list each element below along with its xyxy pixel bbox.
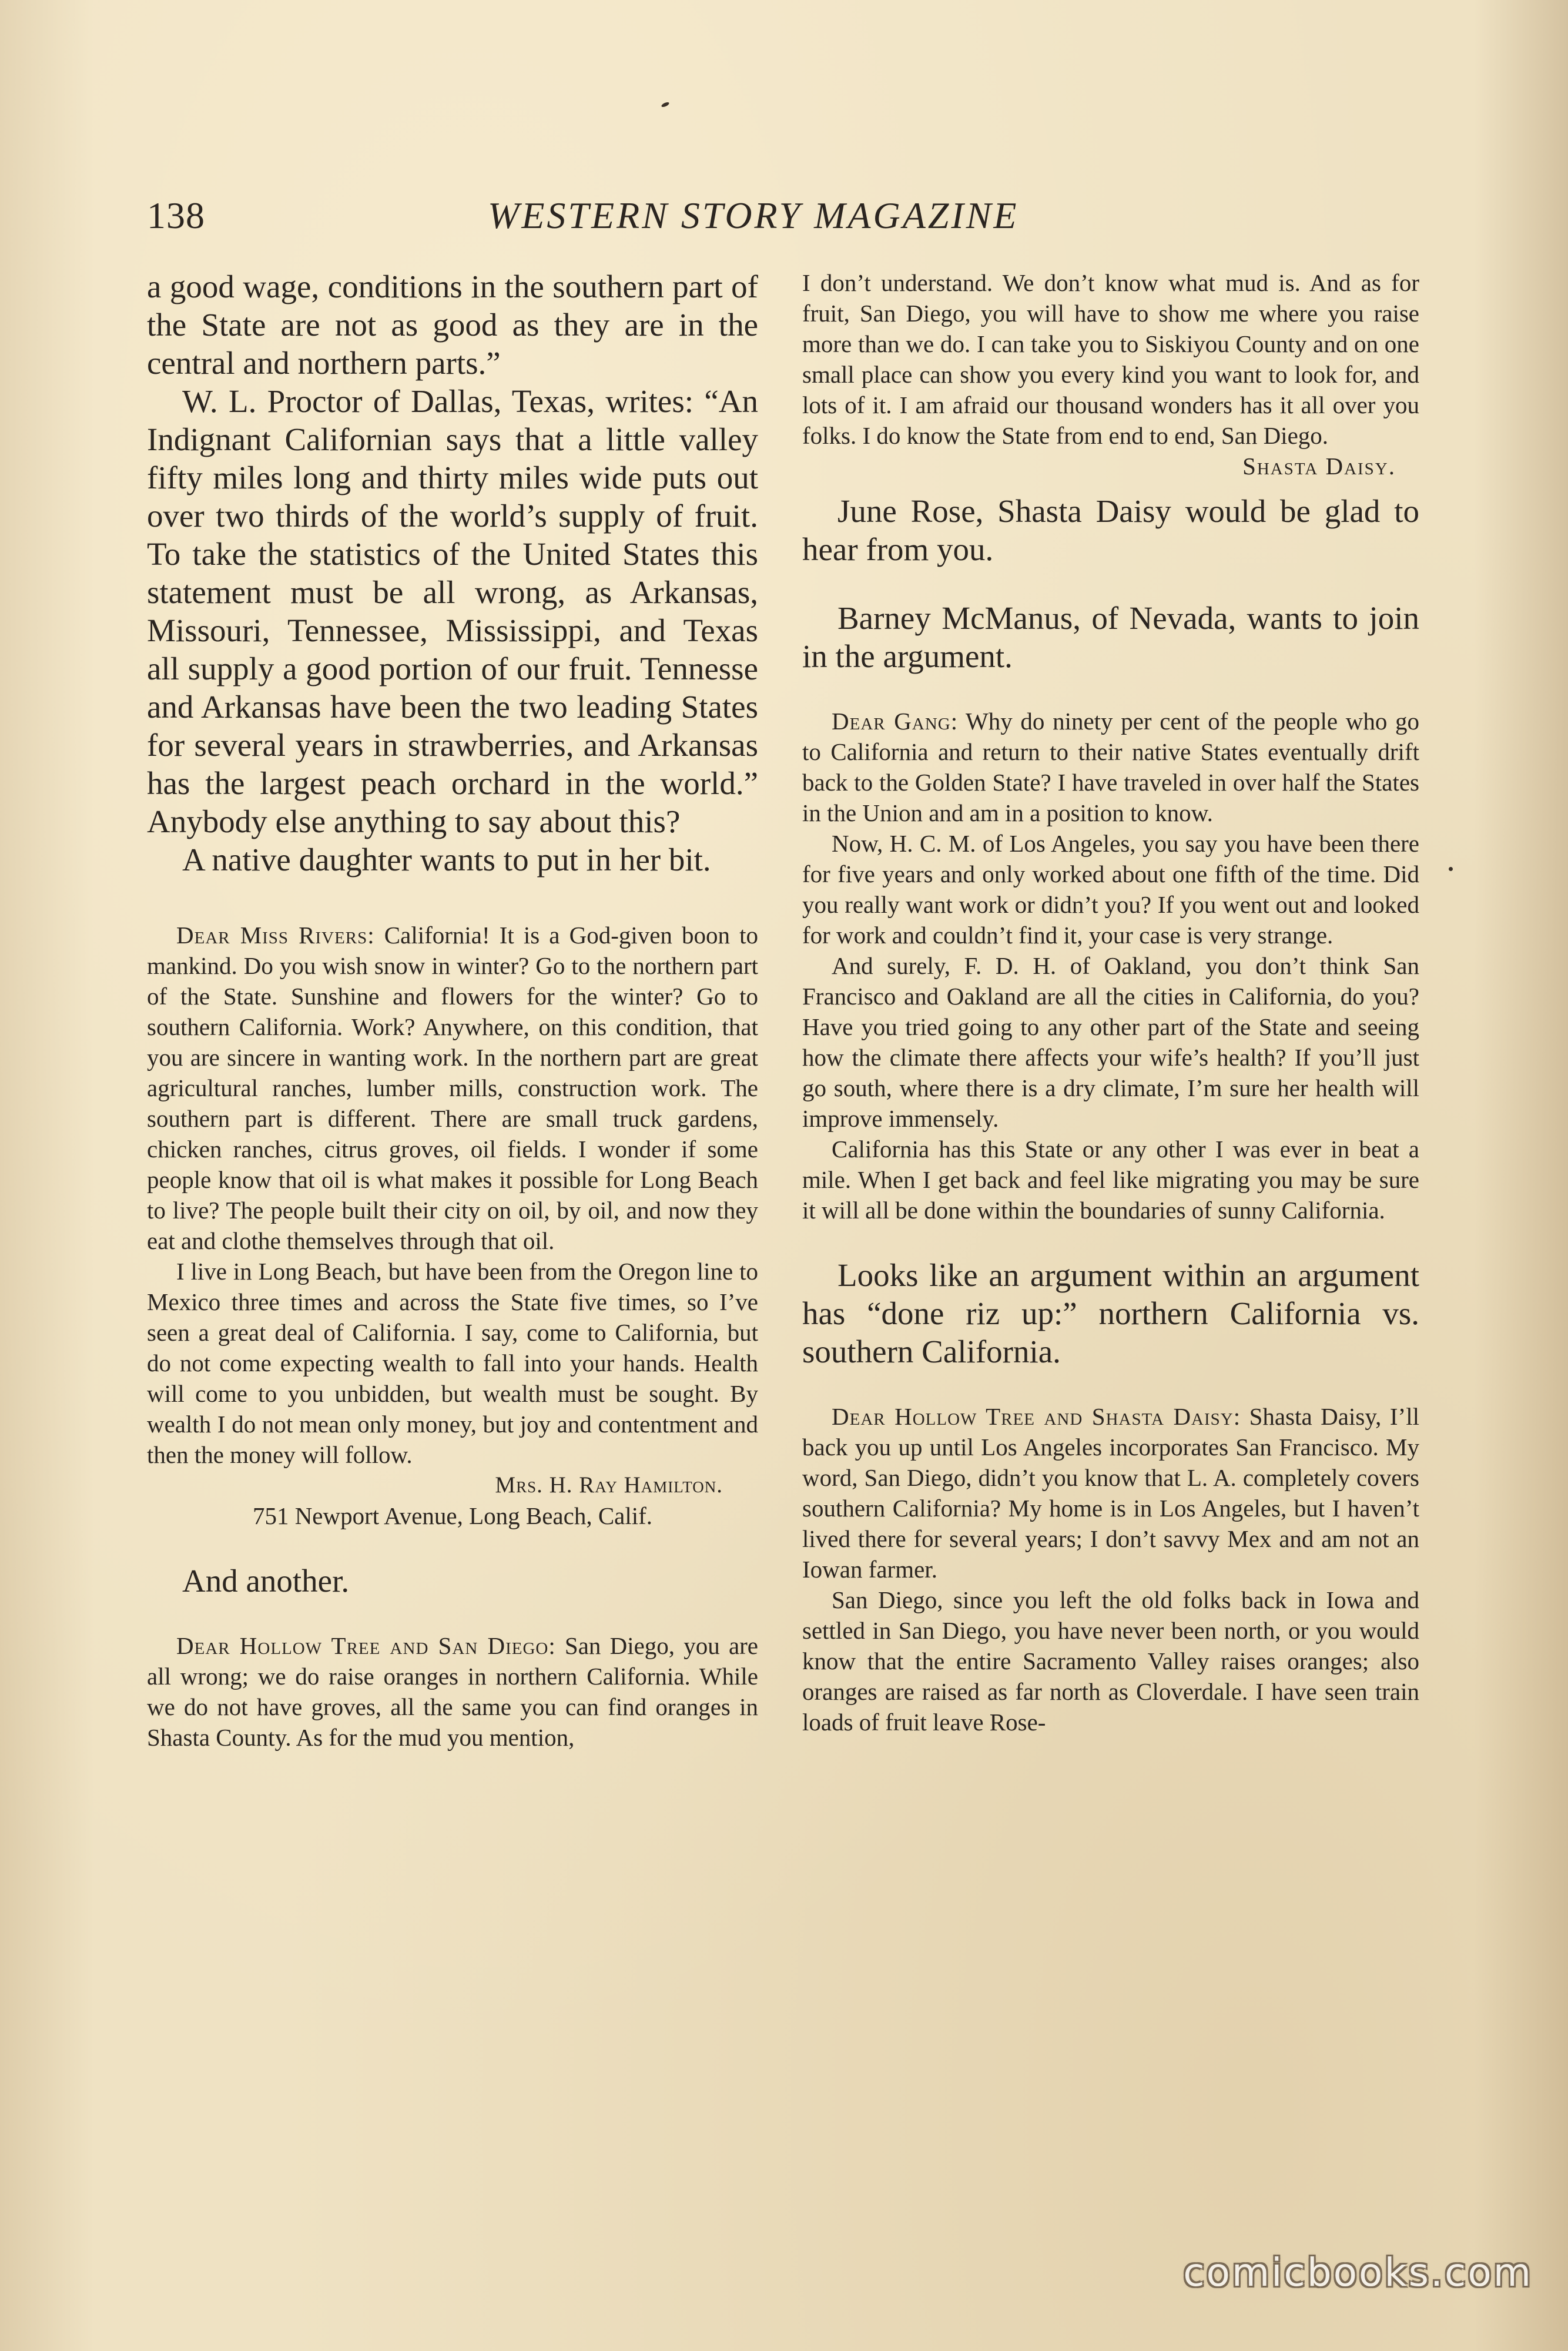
letter-address: 751 Newport Avenue, Long Beach, Calif. xyxy=(252,1502,653,1529)
paragraph: Looks like an argument within an argument has “done riz up:” northern California vs. southern California. xyxy=(802,1257,1419,1369)
watermark-logo: comicbooks.com xyxy=(1183,2250,1533,2295)
letter-paragraph: California has this State or any other I was ever in beat a mile. When I get back and feel like migrating you may be sure it will all be done within the boundaries of sunny California. xyxy=(802,1136,1419,1224)
ink-speck xyxy=(1449,867,1453,871)
page-header xyxy=(147,194,1076,247)
letter-salutation: Dear Hollow Tree and Shasta Daisy: xyxy=(832,1403,1241,1430)
letter-paragraph xyxy=(147,920,758,1256)
letter-paragraph: San Diego, since you left the old folks back in Iowa and settled in San Diego, you have never been north, or you would know that the entire Sacramento Valley raises oranges; also oranges are raised as far north as Cloverdale. I have seen train loads of fruit leave Rose- xyxy=(802,1586,1419,1736)
paragraph: And another. xyxy=(182,1563,350,1599)
paragraph: A native daughter wants to put in her bit. xyxy=(182,842,711,878)
left-column xyxy=(147,267,758,1753)
paragraph: a good wage, conditions in the southern part of the State are not as good as they are in the central and northern parts.” xyxy=(147,269,758,381)
letter-body: San Diego, you are all wrong; we do raise oranges in northern California. While we do not have groves, all the same you can find oranges in Shasta County. As for the mud you mention, xyxy=(147,1632,758,1751)
letter-paragraph: I live in Long Beach, but have been from the Oregon line to Mexico three times and across the State five times, so I’ve seen a great deal of California. I say, come to California, but do not come expecting wealth to fall into your hands. Health will come to you unbidden, but wealth must be sought. By wealth I do not mean only money, but joy and contentment and then the money will follow. xyxy=(147,1258,758,1468)
letter-paragraph xyxy=(802,1401,1419,1585)
letter-paragraph xyxy=(802,267,1419,480)
paragraph: June Rose, Shasta Daisy would be glad to hear from you. xyxy=(802,493,1419,567)
letter-signature: Mrs. H. Ray Hamilton. xyxy=(495,1472,723,1498)
letter-paragraph xyxy=(147,1630,758,1753)
letter-salutation: Dear Miss Rivers: xyxy=(176,922,375,949)
letter-body: California! It is a God-given boon to mankind. Do you wish snow in winter? Go to the northern part of the State. Sunshine and flowers for the winter? Go to southern California. Work? Anywhere, on this condition, that you are sincere in wanting work. In the northern part are great agricultural ranches, lumber mills, construction work. The southern part is different. There are small truck gardens, chicken ranches, citrus groves, oil fields. I wonder if some people know that oil is what makes it possible for Long Beach to live? The people built their city on oil, by oil, and now they eat and clothe themselves through that oil. xyxy=(147,922,758,1254)
letter xyxy=(147,920,758,1531)
letter xyxy=(147,1630,758,1753)
paragraph: Barney McManus, of Nevada, wants to join in the argument. xyxy=(802,600,1419,674)
letter xyxy=(802,1401,1419,1737)
letter-paragraph: And surely, F. D. H. of Oakland, you don’t think San Francisco and Oakland are all the cities in California, do you? Have you tried going to any other part of the State and seeing how the climate there affects your wife’s health? If you’ll just go south, where there is a dry climate, I’m sure her health will improve immensely. xyxy=(802,952,1419,1132)
letter-body: Why do ninety per cent of the people who go to California and return to their native States eventually drift back to the Golden State? I have traveled in over half the States in the Union and am in a position to know. xyxy=(802,708,1420,826)
magazine-title: WESTERN STORY MAGAZINE xyxy=(488,195,1019,236)
letter-body: I don’t understand. We don’t know what mud is. And as for fruit, San Diego, you will have to show me where you raise more than we do. I can take you to Siskiyou County and on one small place can show you every kind you want to look for, and lots of it. I am afraid our thousand wonders has it all over you folks. I do know the State from end to end, San Diego. xyxy=(802,269,1419,449)
letter-salutation: Dear Hollow Tree and San Diego: xyxy=(176,1632,556,1659)
page-number: 138 xyxy=(147,195,205,236)
letter-body: Shasta Daisy, I’ll back you up until Los Angeles incorporates San Francisco. My word, San Diego, didn’t you know that L. A. completely covers southern California? My home is in Los Angeles, but I haven’t lived there for several years; I don’t savvy Mex and am not an Iowan farmer. xyxy=(802,1403,1419,1583)
letter-continued xyxy=(802,267,1419,480)
right-column xyxy=(802,267,1419,1737)
letter-paragraph: Now, H. C. M. of Los Angeles, you say you have been there for five years and only worked about one fifth of the time. Did you really want work or didn’t you? If you went out and looked for work and couldn’t find it, your case is very strange. xyxy=(802,830,1419,949)
letter-signature: Shasta Daisy. xyxy=(1242,453,1396,480)
letter-paragraph xyxy=(802,706,1419,828)
letter xyxy=(802,706,1419,1225)
ink-speck xyxy=(661,101,669,108)
paragraph: W. L. Proctor of Dallas, Texas, writes: “An Indignant Californian says that a little valley fifty miles long and thirty miles wide puts out over two thirds of the world’s supply of fruit. To take the statistics of the United States this statement must be all wrong, as Arkansas, Missouri, Tennessee, Mississippi, and Texas all supply a good portion of our fruit. Tennesse and Arkansas have been the two leading States for several years in strawberries, and Arkansas has the largest peach orchard in the world.” Anybody else anything to say about this? xyxy=(147,383,758,839)
letter-salutation: Dear Gang: xyxy=(832,708,959,735)
